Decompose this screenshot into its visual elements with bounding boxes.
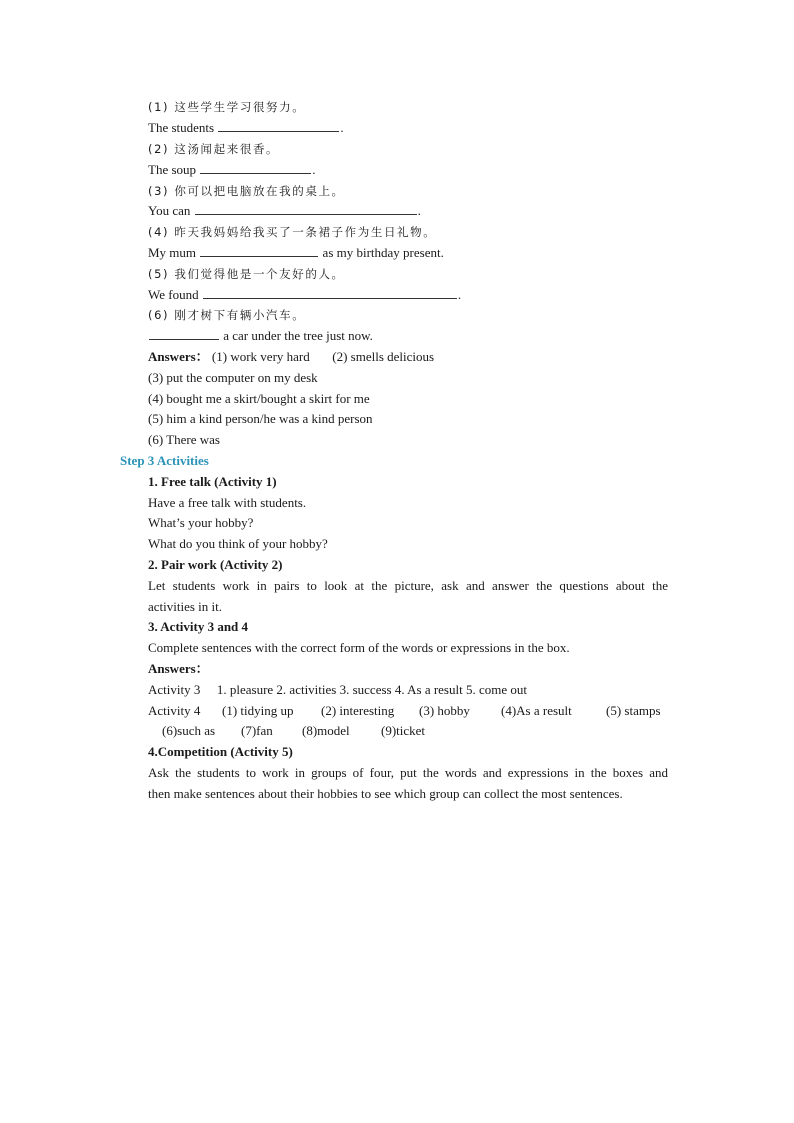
exercise-3-english (148, 203, 668, 219)
activity-4-answer-4: (4)As a result (501, 703, 572, 718)
exercise-2-suffix: . (312, 162, 316, 177)
activity-3-answers: 1. pleasure 2. activities 3. success 4. As a result 5. come out (216, 682, 527, 697)
step-3-heading: Step 3 Activities (120, 453, 209, 468)
activity-2-title: 2. Pair work (Activity 2) (148, 557, 283, 572)
exercise-4-suffix: as my birthday present. (322, 245, 444, 260)
activity-3-4-answers-label: Answers： (148, 661, 209, 676)
exercise-4-chinese: (4) 昨天我妈妈给我买了一条裙子作为生日礼物。 (148, 225, 437, 239)
activity-3-answers-row (148, 682, 668, 698)
exercise-6-english (148, 328, 668, 344)
activity-1-line-2: What’s your hobby? (148, 515, 254, 530)
activity-4-answer-8: (8)model (302, 723, 350, 738)
answer-6: (6) There was (148, 432, 220, 447)
exercise-5-prefix: We found (148, 287, 199, 302)
exercise-1-chinese: (1) 这些学生学习很努力。 (148, 100, 306, 114)
activity-4-answer-9: (9)ticket (381, 723, 426, 738)
exercise-1-english (148, 120, 668, 136)
exercise-6-suffix: a car under the tree just now. (223, 328, 373, 343)
exercise-1-prefix: The students (148, 120, 215, 135)
answer-blank (200, 162, 311, 174)
activity-3-4-instruction: Complete sentences with the correct form of the words or expressions in the box. (148, 640, 570, 655)
exercise-2-english (148, 162, 668, 178)
activity-1-line-1: Have a free talk with students. (148, 495, 307, 510)
activity-5-line-1: Ask the students to work in groups of four, put the words and expressions in the boxes and (148, 765, 668, 780)
answer-blank (195, 203, 417, 215)
activity-2-line-2: activities in it. (148, 599, 223, 614)
answer-blank (218, 120, 339, 132)
exercise-1-suffix: . (340, 120, 344, 135)
exercise-4-english (148, 245, 668, 261)
activity-2-line-1: Let students work in pairs to look at the picture, ask and answer the questions about the (148, 578, 668, 593)
exercise-3-prefix: You can (148, 203, 191, 218)
activity-4-label: Activity 4 (148, 703, 201, 718)
activity-4-answer-6: (6)such as (162, 723, 216, 738)
exercise-3-chinese: (3) 你可以把电脑放在我的桌上。 (148, 184, 345, 198)
exercise-6-chinese: (6) 刚才树下有辆小汽车。 (148, 308, 306, 322)
answer-4: (4) bought me a skirt/bought a skirt for me (148, 391, 370, 406)
exercise-5-chinese: (5) 我们觉得他是一个友好的人。 (148, 267, 345, 281)
exercise-3-suffix: . (417, 203, 421, 218)
activity-4-answer-2: (2) interesting (321, 703, 395, 718)
answers-row-1 (148, 349, 668, 365)
answer-blank (200, 245, 318, 257)
activity-5-line-2: then make sentences about their hobbies to see which group can collect the most sentences. (148, 786, 623, 801)
exercise-5-suffix: . (457, 287, 462, 302)
activity-5-title: 4.Competition (Activity 5) (148, 744, 293, 759)
answer-5: (5) him a kind person/he was a kind person (148, 411, 373, 426)
answers-label: Answers： (148, 349, 209, 364)
answer-2: (2) smells delicious (332, 349, 435, 364)
activity-3-label: Activity 3 (148, 682, 201, 697)
answer-blank (203, 287, 457, 299)
exercise-4-prefix: My mum (148, 245, 197, 260)
activity-4-answer-7: (7)fan (241, 723, 273, 738)
exercise-5-english (148, 287, 668, 303)
activity-1-title: 1. Free talk (Activity 1) (148, 474, 277, 489)
activity-4-answer-3: (3) hobby (419, 703, 470, 718)
exercise-2-chinese: (2) 这汤闻起来很香。 (148, 142, 280, 156)
answer-1: (1) work very hard (211, 349, 310, 364)
activity-3-4-title: 3. Activity 3 and 4 (148, 619, 249, 634)
answer-3: (3) put the computer on my desk (148, 370, 318, 385)
activity-4-answer-5: (5) stamps (606, 703, 661, 718)
activity-1-line-3: What do you think of your hobby? (148, 536, 328, 551)
activity-4-answer-1: (1) tidying up (222, 703, 294, 718)
answer-blank (149, 328, 219, 340)
exercise-2-prefix: The soup (148, 162, 197, 177)
